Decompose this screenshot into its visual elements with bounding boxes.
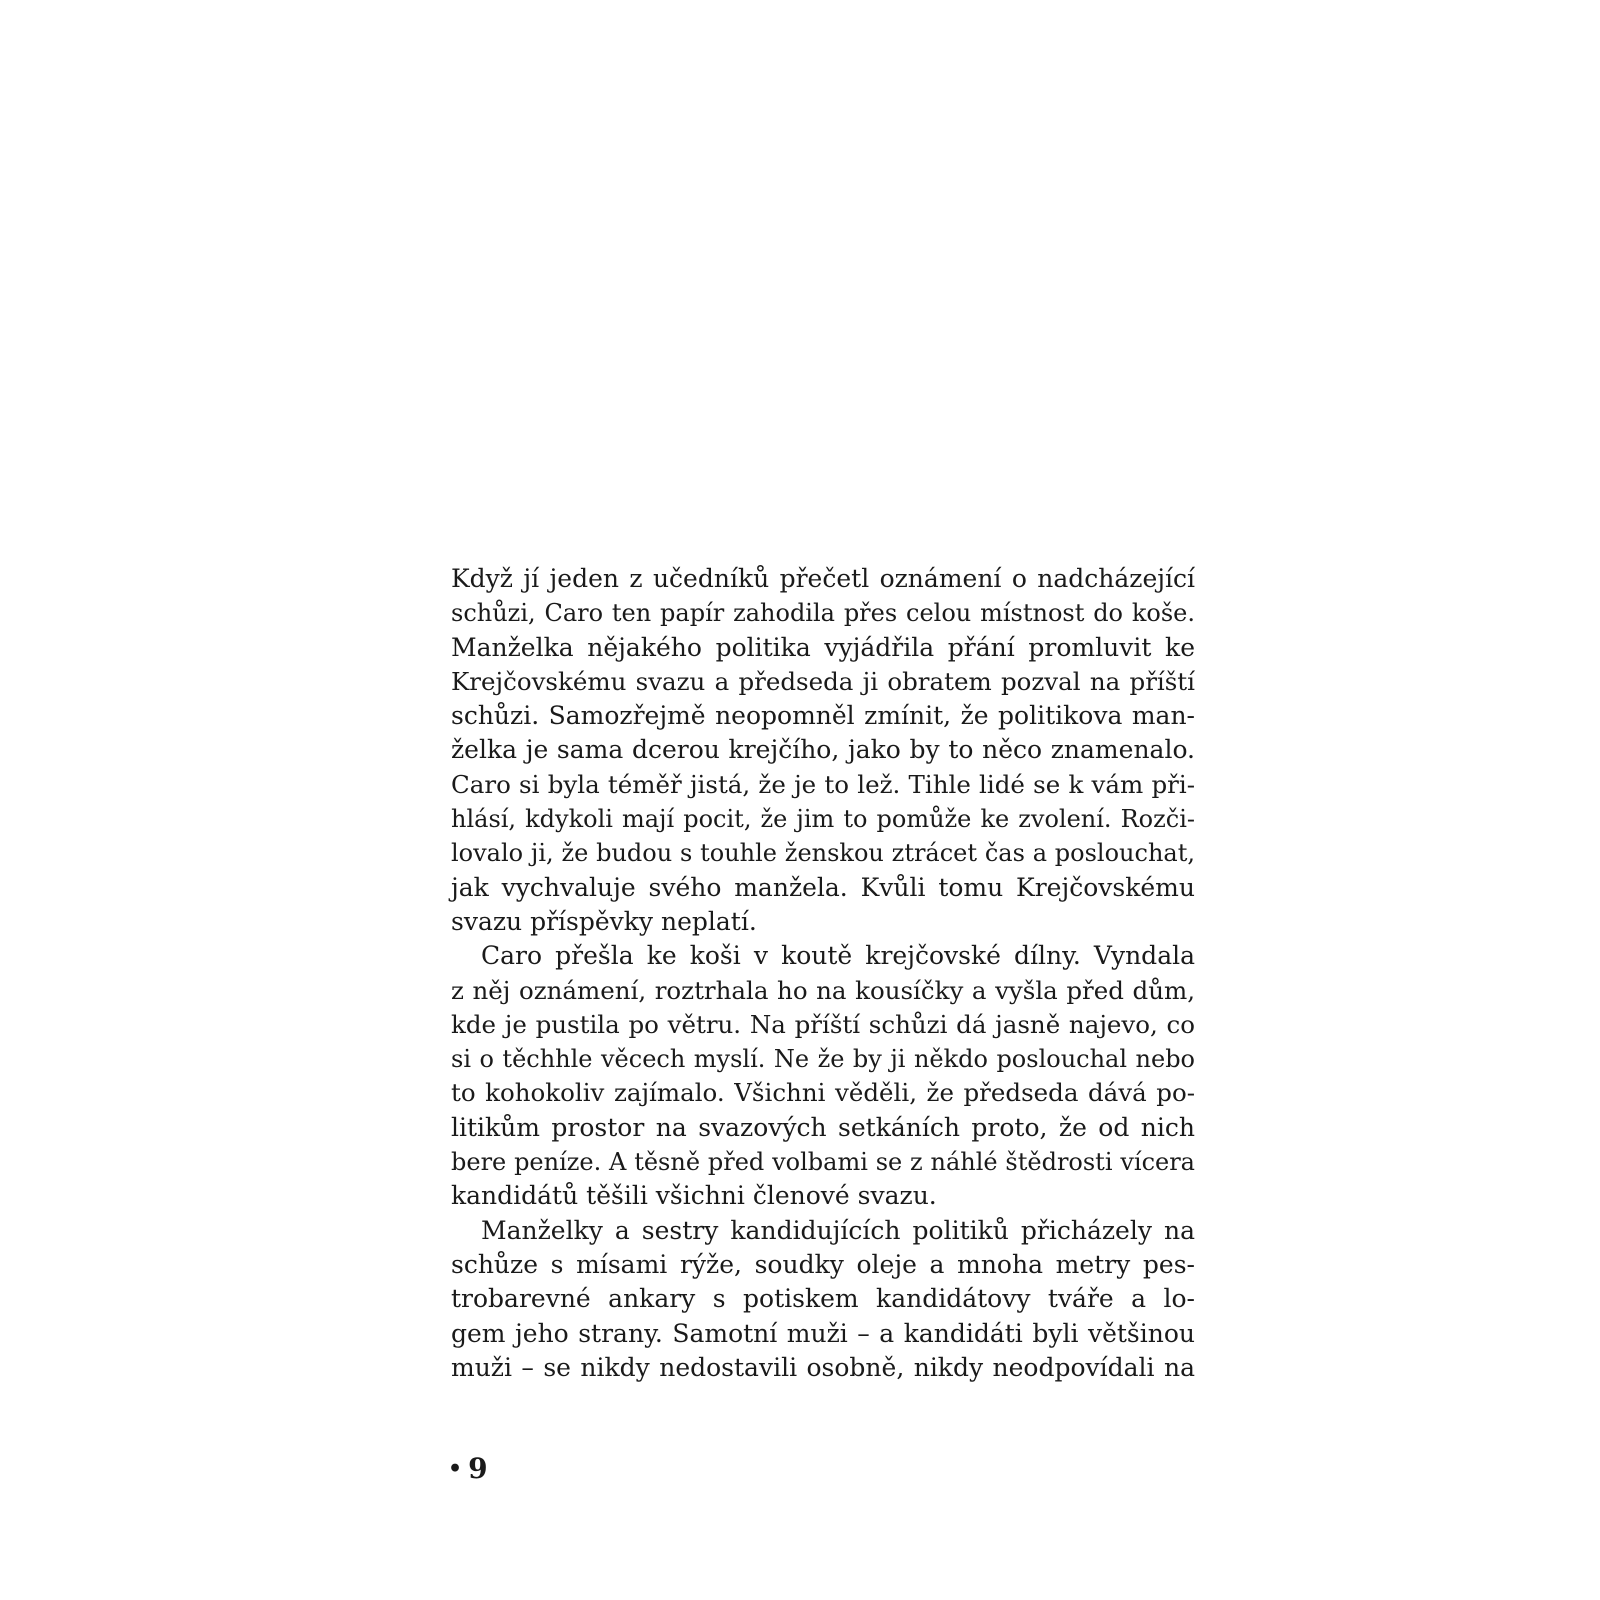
text-line: gem jeho strany. Samotní muži – a kandidáti byli většinou (451, 1318, 1195, 1348)
text-line: jak vychvaluje svého manžela. Kvůli tomu Krejčovskému (451, 872, 1195, 902)
text-line: kde je pustila po větru. Na příští schůzi dá jasně najevo, co (451, 1009, 1195, 1039)
bullet-icon: • (448, 1456, 463, 1482)
text-line: schůzi. Samozřejmě neopomněl zmínit, že politikova man- (451, 701, 1195, 731)
text-line: litikům prostor na svazových setkáních proto, že od nich (451, 1112, 1195, 1142)
paragraph-first-line: Manželky a sestry kandidujících politiků přicházely na (481, 1215, 1195, 1245)
page-number (448, 1452, 488, 1486)
text-line: muži – se nikdy nedostavili osobně, nikdy neodpovídali na (451, 1352, 1195, 1382)
text-line: si o těchhle věcech myslí. Ne že by ji někdo poslouchal nebo (451, 1045, 1195, 1074)
text-line: z něj oznámení, roztrhala ho na kousíčky a vyšla před dům, (451, 975, 1195, 1005)
paragraph-end-line: kandidátů těšili všichni členové svazu. (451, 1181, 937, 1211)
text-line: Manželka nějakého politika vyjádřila přání promluvit ke (451, 632, 1195, 662)
text-line: schůzi, Caro ten papír zahodila přes celou místnost do koše. (451, 599, 1195, 628)
text-line: lovalo ji, že budou s touhle ženskou ztrácet čas a poslouchat, (451, 839, 1195, 868)
text-line: hlásí, kdykoli mají pocit, že jim to pomůže ke zvolení. Rozči- (451, 805, 1195, 834)
text-line: želka je sama dcerou krejčího, jako by to něco znamenalo. (451, 735, 1195, 765)
paragraph-first-line: Caro přešla ke koši v koutě krejčovské dílny. Vyndala (481, 941, 1195, 971)
text-line: trobarevné ankary s potiskem kandidátovy tváře a lo- (451, 1284, 1195, 1314)
body-text (451, 562, 1195, 1385)
text-line: Caro si byla téměř jistá, že je to lež. Tihle lidé se k vám při- (451, 769, 1195, 799)
text-line: schůze s mísami rýže, soudky oleje a mnoha metry pes- (451, 1249, 1195, 1279)
text-line: bere peníze. A těsně před volbami se z náhlé štědrosti vícera (451, 1148, 1195, 1177)
paragraph-end-line: svazu příspěvky neplatí. (451, 906, 757, 936)
text-line: Krejčovskému svazu a předseda ji obratem pozval na příští (451, 666, 1195, 696)
page-number-value: 9 (468, 1452, 488, 1485)
text-line: to kohokoliv zajímalo. Všichni věděli, že předseda dává po- (451, 1078, 1195, 1108)
text-line: Když jí jeden z učedníků přečetl oznámení o nadcházející (451, 564, 1195, 593)
